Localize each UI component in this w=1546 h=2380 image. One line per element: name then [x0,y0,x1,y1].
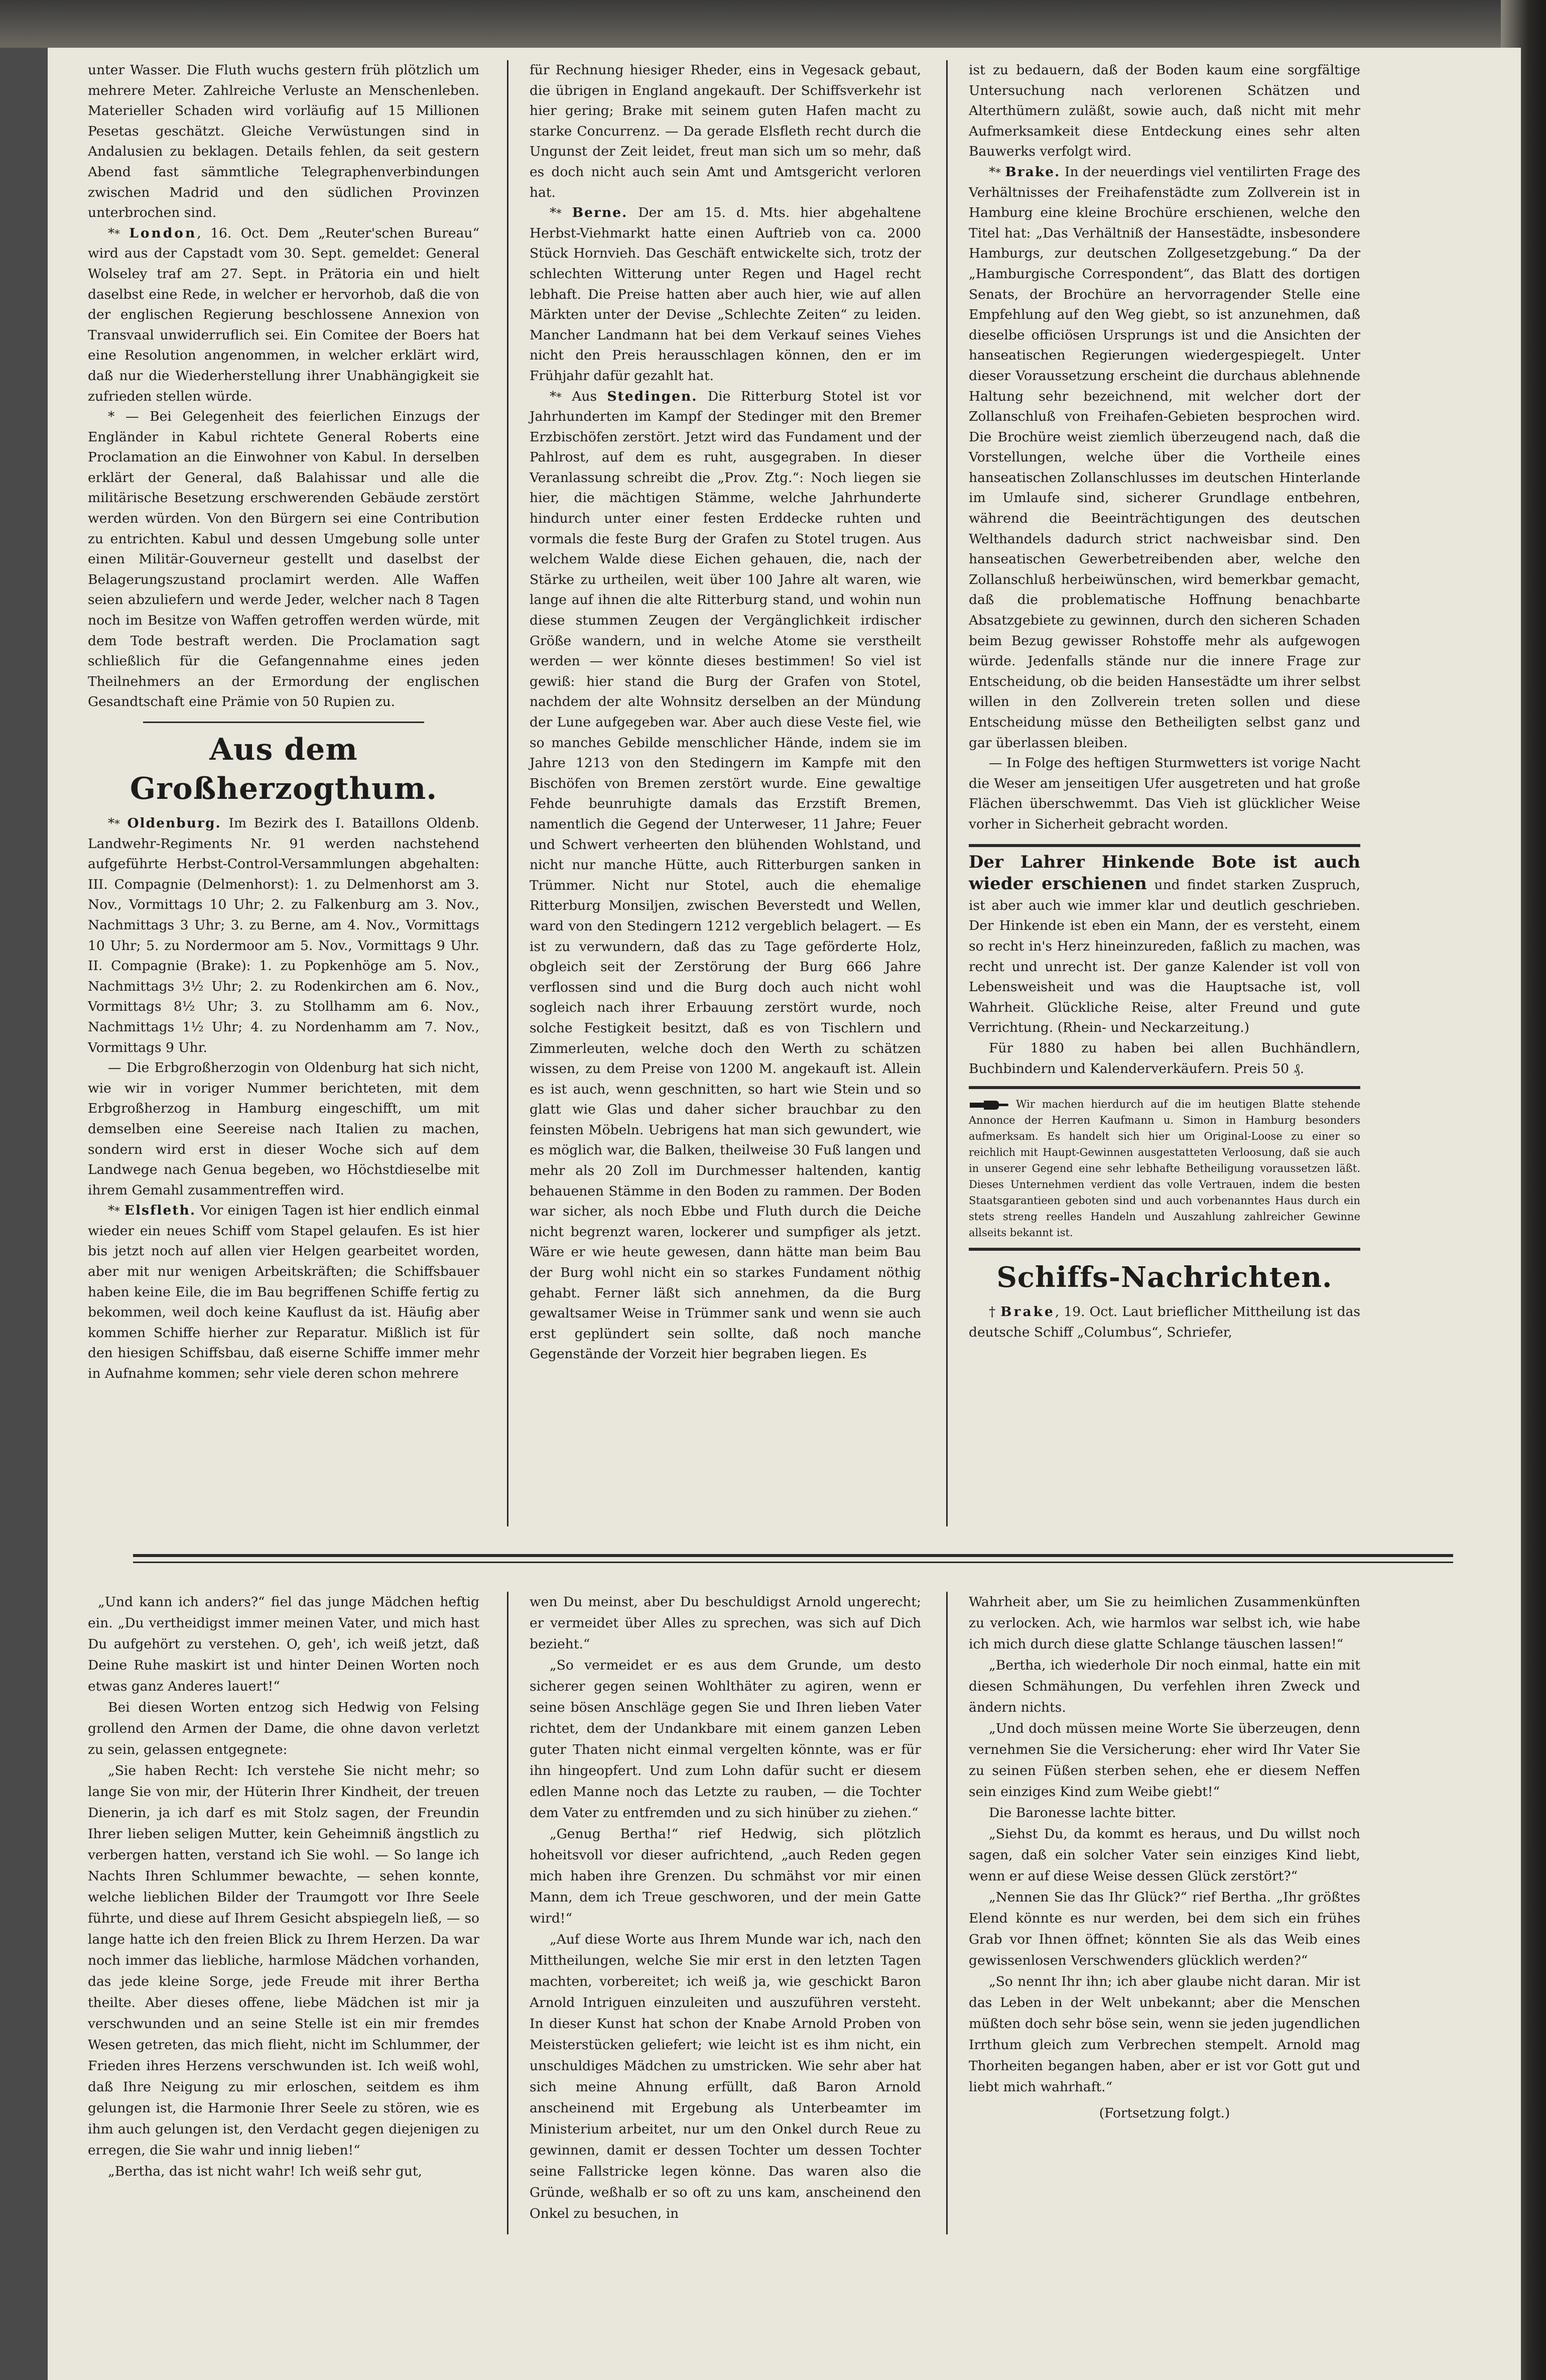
story-paragraph: „Auf diese Worte aus Ihrem Munde war ich, nach den Mittheilungen, welche Sie mir erst in den letzten Tagen machten, vorbereitet; ich weiß ja, wie geschickt Baron Arnold Intriguen einzuleiten und auszuführen versteht. In dieser Kunst hat schon der Knabe Arnold Proben von Meisterstücken geliefert; wie leicht ist es ihm nicht, ein unschuldiges Mädchen zu umstricken. Wie sehr aber hat sich meine Ahnung erfüllt, daß Baron Arnold anscheinend mit Ergebung als Unterbeamter im Ministerium arbeitet, nur um den Onkel durch Reue zu gewinnen, damit er dessen Tochter um dessen Tochter seine Fallstricke legen könne. Das waren also die Gründe, weßhalb er so oft zu uns kam, anscheinend den Onkel zu besuchen, in [530,1932,921,2221]
article-elsfleth: ** Elsfleth. Vor einigen Tagen ist hier endlich einmal wieder ein neues Schiff vom Stapel gelaufen. Es ist hier bis jetzt noch auf allen vier Helgen gearbeitet worden, aber mit nur wenigen Arbeitskräften; die Schiffsbauer haben keine Eile, die im Bau begriffenen Schiffe fertig zu bekommen, weil doch keine Kauflust da ist. Häufig aber kommen Schiffe hierher zur Reparatur. Mißlich ist für den hiesigen Schiffsbau, daß eiserne Schiffe immer mehr in Aufnahme kommen; sehr viele deren schon mehrere [88,1203,479,1382]
dateline: Oldenburg. [127,815,221,831]
story-paragraph: „Genug Bertha!“ rief Hedwig, sich plötzlich hoheitsvoll vor dieser aufrichtend, „auch Reden gegen mich haben ihre Grenzen. Du schmähst vor mir einen Mann, dem ich Treue geschworen, und der mein Gatte wird!“ [530,1826,921,1926]
dateline: Brake. [1005,164,1061,180]
ad-text: und findet starken Zuspruch, ist aber auch wie immer klar und deutlich geschrieben. Der Hinkende ist eben ein Mann, der es versteht, einem so recht in's Herz hineinzureden, faßlich zu machen, was recht und unrecht ist. Der ganze Kalender ist voll von Lebensweisheit und was die Hauptsache ist, voll Wahrheit. Glückliche Reise, alter Freund und gute Verrichtung. (Rhein- und Neckarzeitung.) [969,877,1361,1036]
section-heading: Aus dem Großherzogthum. [130,732,438,806]
column-rule [946,1592,948,2234]
article-text: Vor einigen Tagen ist hier endlich einmal wieder ein neues Schiff vom Stapel gelaufen. Es ist hier bis jetzt noch auf allen vier Helgen gearbeitet worden, aber mit nur wenigen Arbeitskräften; die Schiffsbauer haben keine Eile, die im Bau begriffenen Schiffe fertig zu bekommen, weil doch keine Kauflust da ist. Häufig aber kommen Schiffe hierher zur Reparatur. Mißlich ist für den hiesigen Schiffsbau, daß eiserne Schiffe immer mehr in Aufnahme kommen; sehr viele deren schon mehrere [88,1203,479,1382]
story-paragraph: „Nennen Sie das Ihr Glück?“ rief Bertha. „Ihr größtes Elend könnte es nur werden, bei dem sich ein frühes Grab vor Ihnen öffnet; könnten Sie als das Weib eines gewissenlosen Verschwenders glücklich werden?“ [969,1889,1360,1968]
article-sturm: — In Folge des heftigen Sturmwetters ist vorige Nacht die Weser am jenseitigen Ufer ausgetreten und hat große Flächen überschwemmt. Das Vieh ist glücklicher Weise vorher in Sicherheit gebracht worden. [969,755,1360,832]
column-2 [530,60,921,1365]
article-text: In der neuerdings viel ventilirten Frage des Verhältnisses der Freihafenstädte zum Zollverein ist in Hamburg eine kleine Brochüre erschienen, welche den Titel hat: „Das Verhältniß der Hansestädte, insbesondere Hamburgs, zur deutschen Zollgesetzgebung.“ Da der „Hamburgische Correspondent“, das Blatt des dortigen Senats, der Brochüre an hervorragender Stelle eine Empfehlung auf den Weg giebt, so ist anzunehmen, daß dieselbe officiösen Ursprungs ist und die Ansichten der hanseatischen Regierungen wiedergespiegelt. Unter dieser Voraussetzung erscheint die durchaus ablehnende Haltung sehr bezeichnend, mit welcher dort der Zollanschluß von Freihafen-Gebieten besprochen wird. Die Brochüre weist ziemlich überzeugend nach, daß die Vorstellungen, welche über die Vortheile eines hanseatischen Zollanschlusses im deutschen Hinterlande im Umlaufe sind, sicherer Grundlage entbehren, während die Beeinträchtigungen des deutschen Welthandels dadurch strict nachweisbar sind. Den hanseatischen Gewerbetreibenden aber, welche den Zollanschluß herbeiwünschen, wird bemerkbar gemacht, daß die problematische Hoffnung benachbarte Absatzgebiete zu gewinnen, durch den sicheren Schaden beim Bezug gewisser Rohstoffe mehr als aufgewogen würde. Jedenfalls stände nur die innere Frage zur Entscheidung, ob die beiden Hansestädte um ihrer selbst willen in den Zollverein treten sollen und diese Entscheidung müsse den Betheiligten selbst ganz und gar überlassen bleiben. [969,164,1360,751]
ad-lottery-notice [969,1096,1360,1241]
feuilleton-divider [133,1562,1453,1563]
article-text: , 19. Oct. Laut brieflicher Mittheilung ist das deutsche Schiff „Columbus“, Schriefer, [969,1304,1360,1340]
article-oldenburg: ** Oldenburg. Im Bezirk des I. Bataillons Oldenb. Landwehr-Regiments Nr. 91 werden nachstehend aufgeführte Herbst-Control-Versammlungen abgehalten: III. Compagnie (Delmenhorst): 1. zu Delmenhorst am 3. Nov., Vormittags 10 Uhr; 2. zu Falkenburg am 3. Nov., Nachmittags 3 Uhr; 3. zu Berne, am 4. Nov., Vormittags 10 Uhr; 5. zu Nordermoor am 5. Nov., Vormittags 9 Uhr. II. Compagnie (Brake): 1. zu Popkenhöge am 5. Nov., Nachmittags 3½ Uhr; 2. zu Rodenkirchen am 6. Nov., Vormittags 8½ Uhr; 3. zu Stollhamm am 6. Nov., Nachmittags 1½ Uhr; 4. zu Nordenhamm am 7. Nov., Vormittags 9 Uhr. [88,815,479,1055]
section-divider [143,722,424,723]
dateline: London [129,225,197,241]
story-paragraph: „Bertha, ich wiederhole Dir noch einmal, hatte ein mit diesen Schmähungen, Du verfehlen ihren Zweck und ändern nichts. [969,1657,1360,1715]
story-column-3 [969,1592,1360,2124]
story-paragraph: Die Baronesse lachte bitter. [989,1805,1177,1821]
ad-text: Wir machen hierdurch auf die im heutigen Blatte stehende Annonce der Herren Kaufmann u. Simon in Hamburg besonders aufmerksam. Es handelt sich hier um Original-Loose zu einer so reichlich mit Haupt-Gewinnen ausgestatteten Verloosung, daß sie auch in unserer Gegend eine sehr lebhafte Betheiligung voraussetzen läßt. Dieses Unternehmen verdient das volle Vertrauen, indem die besten Staatsgarantieen geboten sind und auch vorbenanntes Haus durch ein stets streng reelles Handeln und Auszahlung zahlreicher Gewinne allseits bekannt ist. [969,1098,1360,1239]
article-london: ** London, 16. Oct. Dem „Reuter'schen Bureau“ wird aus der Capstadt vom 30. Sept. gemeldet: General Wolseley traf am 27. Sept. in Prätoria ein und hielt daselbst eine Rede, in welcher er hervorhob, daß die von der englischen Regierung beschlossene Annexion von Transvaal unwiderruflich sei. Ein Comitee der Boers hat eine Resolution angenommen, in welcher erklärt wird, daß nur die Wiederherstellung ihrer Unabhängigkeit sie zufrieden stellen würde. [88,225,479,404]
dateline: Stedingen. [607,388,698,404]
article-text: , 16. Oct. Dem „Reuter'schen Bureau“ wird aus der Capstadt vom 30. Sept. gemeldet: General Wolseley traf am 27. Sept. in Prätoria ein und hielt daselbst eine Rede, in welcher er hervorhob, daß die von der englischen Regierung beschlossene Annexion von Transvaal unwiderruflich sei. Ein Comitee der Boers hat eine Resolution angenommen, in welcher erklärt wird, daß nur die Wiederherstellung ihrer Unabhängigkeit sie zufrieden stellen würde. [88,225,479,404]
story-column-2 [530,1592,921,2224]
article-text: ist zu bedauern, daß der Boden kaum eine sorgfältige Untersuchung nach verlorenen Schätzen und Alterthümern zuläßt, sowie auch, daß nicht mit mehr Aufmerksamkeit diese Entdeckung eines sehr alten Bauwerks verfolgt wird. [969,62,1360,160]
dateline: Elsfleth. [124,1203,196,1219]
story-paragraph: „So nennt Ihr ihn; ich aber glaube nicht daran. Mir ist das Leben in der Welt unbekannt; aber die Menschen müßten doch sehr böse sein, wenn sie jeden jugendlichen Irrthum gleich zum Verbrechen stempelt. Arnold mag Thorheiten begangen haben, aber er ist vor Gott gut und liebt mich wahrhaft.“ [969,1974,1360,2095]
column-3 [969,60,1360,1343]
feuilleton-divider [133,1554,1453,1557]
column-1 [88,60,479,1384]
ad-divider [969,1086,1360,1089]
story-paragraph: Bei diesen Worten entzog sich Hedwig von Felsing grollend den Armen der Dame, die ohne davon verletzt zu sein, gelassen entgegnete: [88,1700,479,1757]
article-text: Die Ritterburg Stotel ist vor Jahrhunderten im Kampf der Stedinger mit den Bremer Erzbischöfen zerstört. Jetzt wird das Fundament und der Pahlrost, auf dem es ruht, ausgegraben. In dieser Veranlassung schreibt die „Prov. Ztg.“: Noch liegen sie hier, die mächtigen Stämme, welche Jahrhunderte hindurch unter einer festen Erddecke ruhten und vormals die feste Burg der Grafen zu Stotel trugen. Aus welchem Walde diese Eichen gehauen, die, nach der Stärke zu urtheilen, weit über 100 Jahre alt waren, wie lange auf ihnen die alte Ritterburg stand, und wohin nun diese stummen Zeugen der Vergänglichkeit irdischer Größe wandern, und in welche Atome sie verstheilt werden — wer könnte dieses bestimmen! So viel ist gewiß: hier stand die Burg der Grafen von Stotel, nachdem der alte Wohnsitz derselben an der Mündung der Lune aufgegeben war. Aber auch diese Veste fiel, wie so manches Gebilde menschlicher Hände, indem sie im Jahre 1213 von den Stedingern im Kampfe mit den Bischöfen von Bremen zerstört wurde. Eine gewaltige Fehde beunruhigte damals das Erzstift Bremen, namentlich die Gegend der Unterweser, 11 Jahre; Feuer und Schwert verheerten den blühenden Wohlstand, und nicht nur manche Hütte, auch Ritterburgen sanken in Trümmer. Nicht nur Stotel, auch die ehemalige Ritterburg Monsiljen, zwischen Beverstedt und Wellen, ward von den Stedingern 1212 vergeblich belagert. — Es ist zu verwundern, daß das zu Tage geförderte Holz, obgleich seit der Zerstörung der Burg 666 Jahre verflossen sind und die Burg doch auch nicht wohl sogleich nach ihrer Erbauung zerstört wurde, noch solche Festigkeit besitzt, daß es von Tischlern und Zimmerleuten, welche doch den Werth zu schätzen wissen, zu dem Preise von 1200 M. angekauft ist. Allein es ist auch, wenn geschnitten, so hart wie Stein und so glatt wie Glas und daher sicher brauchbar zu den feinsten Möbeln. Uebrigens hat man sich gewundert, wie es möglich war, die Balken, theilweise 30 Fuß langen und mehr als 20 Zoll im Durchmesser haltenden, kantig behauenen Stämme in den Boden zu rammen. Der Boden war sicher, als noch Ebbe und Fluth durch die Deiche nicht begrenzt waren, lockerer und sumpfiger als jetzt. Wäre er wie heute gewesen, dann hätte man beim Bau der Burg wohl nicht ein so starkes Fundament nöthig gehabt. Ferner läßt sich annehmen, da die Burg gewaltsamer Weise in Trümmer sank und wenn sie auch erst geplündert sein sollte, daß noch manche Gegenstände der Vorzeit hier begraben liegen. Es [530,388,921,1362]
dateline: Berne. [572,205,628,221]
article-berne: ** Berne. Der am 15. d. Mts. hier abgehaltene Herbst-Viehmarkt hatte einen Auftrieb von ca. 2000 Stück Hornvieh. Das Geschäft entwickelte sich, trotz der schlechten Witterung unter Regen und Hagel recht lebhaft. Die Preise hatten aber auch hier, wie auf allen Märkten unter der Devise „Schlechte Zeiten“ zu leiden. Mancher Landmann hat bei dem Verkauf seines Viehes nicht den Preis herausschlagen können, den er im Frühjahr dafür gezahlt hat. [530,205,921,384]
column-rule [507,1592,508,2234]
ad-hinkende-bote [969,852,1360,1038]
story-paragraph: „Siehst Du, da kommt es heraus, und Du willst noch sagen, daß ein solcher Vater sein einziges Kind liebt, wenn er auf diese Weise dessen Glück zerstört?“ [969,1826,1360,1884]
dateline: Brake [1000,1304,1055,1320]
section-heading: Schiffs-Nachrichten. [996,1261,1333,1294]
continuation-note: (Fortsetzung folgt.) [1099,2105,1230,2121]
ad-price: Für 1880 zu haben bei allen Buchhändlern, Buchbindern und Kalenderverkäufern. Preis 50 ₰. [969,1040,1360,1077]
story-column-1 [88,1592,479,2182]
article-brake: ** Brake. In der neuerdings viel ventilirten Frage des Verhältnisses der Freihafenstädte zum Zollverein ist in Hamburg eine kleine Brochüre erschienen, welche den Titel hat: „Das Verhältniß der Hansestädte, insbesondere Hamburgs, zur deutschen Zollgesetzgebung.“ Da der „Hamburgische Correspondent“, das Blatt des dortigen Senats, der Brochüre an hervorragender Stelle eine Empfehlung auf den Weg giebt, so ist anzunehmen, daß dieselbe officiösen Ursprungs ist und die Ansichten der hanseatischen Regierungen wiedergespiegelt. Unter dieser Voraussetzung erscheint die durchaus ablehnende Haltung sehr bezeichnend, mit welcher dort der Zollanschluß von Freihafen-Gebieten besprochen wird. Die Brochüre weist ziemlich überzeugend nach, daß die Vorstellungen, welche über die Vortheile eines hanseatischen Zollanschlusses im deutschen Hinterlande im Umlaufe sind, sicherer Grundlage entbehren, während die Beeinträchtigungen des deutschen Welthandels dadurch strict nachweisbar sind. Den hanseatischen Gewerbetreibenden aber, welche den Zollanschluß herbeiwünschen, wird bemerkbar gemacht, daß die problematische Hoffnung benachbarte Absatzgebiete zu gewinnen, durch den sicheren Schaden beim Bezug gewisser Rohstoffe mehr als aufgewogen würde. Jedenfalls stände nur die innere Frage zur Entscheidung, ob die beiden Hansestädte um ihrer selbst willen in den Zollverein treten sollen und diese Entscheidung müsse den Betheiligten selbst ganz und gar überlassen bleiben. [969,164,1360,751]
ad-headline: Der Lahrer Hinkende Bote ist auch wieder erschienen [969,852,1360,894]
scan-top-edge [0,0,1546,48]
ad-divider [969,844,1360,847]
article-text: Im Bezirk des I. Bataillons Oldenb. Landwehr-Regiments Nr. 91 werden nachstehend aufgeführte Herbst-Control-Versammlungen abgehalten: III. Compagnie (Delmenhorst): 1. zu Delmenhorst am 3. Nov., Vormittags 10 Uhr; 2. zu Falkenburg am 3. Nov., Nachmittags 3 Uhr; 3. zu Berne, am 4. Nov., Vormittags 10 Uhr; 5. zu Nordermoor am 5. Nov., Vormittags 9 Uhr. II. Compagnie (Brake): 1. zu Popkenhöge am 5. Nov., Nachmittags 3½ Uhr; 2. zu Rodenkirchen am 6. Nov., Vormittags 8½ Uhr; 3. zu Stollhamm am 6. Nov., Nachmittags 1½ Uhr; 4. zu Nordenhamm am 7. Nov., Vormittags 9 Uhr. [88,815,479,1055]
article-text: unter Wasser. Die Fluth wuchs gestern früh plötzlich um mehrere Meter. Zahlreiche Verluste an Menschenleben. Materieller Schaden wird vorläufig auf 15 Millionen Pesetas geschätzt. Gleiche Verwüstungen sind in Andalusien zu beklagen. Details fehlen, da seit gestern Abend fast sämmtliche Telegraphenverbindungen zwischen Madrid und den südlichen Provinzen unterbrochen sind. [88,62,479,221]
article-schiffsnachricht: † Brake, 19. Oct. Laut brieflicher Mittheilung ist das deutsche Schiff „Columbus“, Schriefer, [969,1304,1360,1340]
pointing-hand-icon [969,1099,1009,1112]
story-paragraph: „Und kann ich anders?“ fiel das junge Mädchen heftig ein. „Du vertheidigst immer meinen Vater, und mich hast Du aufgehört zu verstehen. O, geh', ich weiß jetzt, daß Deine Ruhe maskirt ist und hinter Deinen Worten noch etwas ganz Anderes lauert!“ [88,1594,479,1694]
article-stedingen: ** Aus Stedingen. Die Ritterburg Stotel ist vor Jahrhunderten im Kampf der Stedinger mit den Bremer Erzbischöfen zerstört. Jetzt wird das Fundament und der Pahlrost, auf dem es ruht, ausgegraben. In dieser Veranlassung schreibt die „Prov. Ztg.“: Noch liegen sie hier, die mächtigen Stämme, welche Jahrhunderte hindurch unter einer festen Erddecke ruhten und vormals die feste Burg der Grafen zu Stotel trugen. Aus welchem Walde diese Eichen gehauen, die, nach der Stärke zu urtheilen, weit über 100 Jahre alt waren, wie lange auf ihnen die alte Ritterburg stand, und wohin nun diese stummen Zeugen der Vergänglichkeit irdischer Größe wandern, und in welche Atome sie verstheilt werden — wer könnte dieses bestimmen! So viel ist gewiß: hier stand die Burg der Grafen von Stotel, nachdem der alte Wohnsitz derselben an der Mündung der Lune aufgegeben war. Aber auch diese Veste fiel, wie so manches Gebilde menschlicher Hände, indem sie im Jahre 1213 von den Stedingern im Kampfe mit den Bischöfen von Bremen zerstört wurde. Eine gewaltige Fehde beunruhigte damals das Erzstift Bremen, namentlich die Gegend der Unterweser, 11 Jahre; Feuer und Schwert verheerten den blühenden Wohlstand, und nicht nur manche Hütte, auch Ritterburgen sanken in Trümmer. Nicht nur Stotel, auch die ehemalige Ritterburg Monsiljen, zwischen Beverstedt und Wellen, ward von den Stedingern 1212 vergeblich belagert. — Es ist zu verwundern, daß das zu Tage geförderte Holz, obgleich seit der Zerstörung der Burg 666 Jahre verflossen sind und die Burg doch auch nicht wohl sogleich nach ihrer Erbauung zerstört wurde, noch solche Festigkeit besitzt, daß es von Tischlern und Zimmerleuten, welche doch den Werth zu schätzen wissen, zu dem Preise von 1200 M. angekauft ist. Allein es ist auch, wenn geschnitten, so hart wie Stein und so glatt wie Glas und daher sicher brauchbar zu den feinsten Möbeln. Uebrigens hat man sich gewundert, wie es möglich war, die Balken, theilweise 30 Fuß langen und mehr als 20 Zoll im Durchmesser haltenden, kantig behauenen Stämme in den Boden zu rammen. Der Boden war sicher, als noch Ebbe und Fluth durch die Deiche nicht begrenzt waren, lockerer und sumpfiger als jetzt. Wäre er wie heute gewesen, dann hätte man beim Bau der Burg wohl nicht ein so starkes Fundament nöthig gehabt. Ferner läßt sich annehmen, da die Burg gewaltsamer Weise in Trümmer sank und wenn sie auch erst geplündert sein sollte, daß noch manche Gegenstände der Vorzeit hier begraben liegen. Es [530,388,921,1362]
story-paragraph: „Und doch müssen meine Worte Sie überzeugen, denn vernehmen Sie die Versicherung: eher wird Ihr Vater Sie zu seinen Füßen sterben sehen, ehe er diesem Neffen sein einziges Kind zum Weibe giebt!“ [969,1721,1360,1800]
article-text: Der am 15. d. Mts. hier abgehaltene Herbst-Viehmarkt hatte einen Auftrieb von ca. 2000 Stück Hornvieh. Das Geschäft entwickelte sich, trotz der schlechten Witterung unter Regen und Hagel recht lebhaft. Die Preise hatten aber auch hier, wie auf allen Märkten unter der Devise „Schlechte Zeiten“ zu leiden. Mancher Landmann hat bei dem Verkauf seines Viehes nicht den Preis herausschlagen können, den er im Frühjahr dafür gezahlt hat. [530,205,921,384]
article-erbgrossherzogin: — Die Erbgroßherzogin von Oldenburg hat sich nicht, wie wir in voriger Nummer berichteten, mit dem Erbgroßherzog in Hamburg eingeschifft, um mit demselben eine Seereise nach Italien zu machen, sondern wird erst in dieser Woche sich auf dem Landwege nach Genua begeben, wo Höchstdieselbe mit ihrem Gemahl zusammentreffen wird. [88,1060,479,1198]
story-paragraph: „Sie haben Recht: Ich verstehe Sie nicht mehr; so lange Sie von mir, der Hüterin Ihrer Kindheit, der treuen Dienerin, ja ich darf es mit Stolz sagen, der Freundin Ihrer lieben seligen Mutter, kein Geheimniß ängstlich zu verbergen hatten, verstand ich Sie wohl. — So lange ich Nachts Ihren Schlummer bewachte, — sehen konnte, welche lieblichen Bilder der Traumgott vor Ihre Seele führte, und diese auf Ihrem Gesicht abspiegeln ließ, — so lange hatte ich den freien Blick zu Ihrem Herzen. Da war noch immer das liebliche, harmlose Mädchen vorhanden, das jede kleine Sorge, jede Freude mit ihrer Bertha theilte. Aber dieses offene, liebe Mädchen ist mir ja verschwunden und an seine Stelle ist ein mir fremdes Wesen getreten, das mich flieht, nicht im Schlummer, der Frieden ihres Herzens verschwunden ist. Ich weiß wohl, daß Ihre Neigung zu mir erloschen, seitdem es ihm gelungen ist, die Harmonie Ihrer Seele zu stören, wie es ihm auch gelungen ist, den Verdacht gegen diejenigen zu erregen, die Sie wahr und innig lieben!“ [88,1763,479,2158]
story-paragraph: wen Du meinst, aber Du beschuldigst Arnold ungerecht; er vermeidet über Alles zu sprechen, was sich auf Dich bezieht.“ [530,1594,921,1652]
column-rule [946,60,948,1526]
article-kabul: * — Bei Gelegenheit des feierlichen Einzugs der Engländer in Kabul richtete General Roberts eine Proclamation an die Einwohner von Kabul. In derselben erklärt der General, daß Balahissar und alle die militärische Besetzung erschwerenden Gebäude zerstört werden würden. Von den Bürgern sei eine Contribution zu entrichten. Kabul und dessen Umgebung solle unter einen Militär-Gouverneur gestellt und daselbst der Belagerungszustand proclamirt werden. Alle Waffen seien abzuliefern und werde Jeder, welcher nach 8 Tagen noch im Besitze von Waffen getroffen werden würde, mit dem Tode bestraft werden. Die Proclamation sagt schließlich für die Gefangennahme eines jeden Theilnehmers an der Ermordung der englischen Gesandtschaft eine Prämie von 50 Rupien zu. [88,409,479,710]
column-rule [507,60,508,1526]
story-paragraph: „So vermeidet er es aus dem Grunde, um desto sicherer gegen seinen Wohlthäter zu agiren, wenn er seine bösen Anschläge gegen Sie und Ihren lieben Vater richtet, dem der Undankbare mit einem ganzen Leben guter Thaten nicht einmal vergelten könnte, was er für ihn hingeopfert. Und zum Lohn dafür sucht er diesem edlen Manne noch das Letzte zu rauben, — die Tochter dem Vater zu entfremden und zu sich hinüber zu ziehen.“ [530,1657,921,1821]
ad-divider [969,1248,1360,1251]
story-paragraph: „Bertha, das ist nicht wahr! Ich weiß sehr gut, [108,2164,422,2179]
article-text: für Rechnung hiesiger Rheder, eins in Vegesack gebaut, die übrigen in England angekauft. Der Schiffsverkehr ist hier gering; Brake mit seinem guten Hafen macht zu starke Concurrenz. — Da gerade Elsfleth recht durch die Ungunst der Zeit leidet, freut man sich um so mehr, daß es doch nicht auch sein Amt und Amtsgericht verloren hat. [530,62,921,200]
story-paragraph: Wahrheit aber, um Sie zu heimlichen Zusammenkünften zu verlocken. Ach, wie harmlos war selbst ich, wie habe ich mich durch diese glatte Schlange täuschen lassen!“ [969,1594,1360,1652]
